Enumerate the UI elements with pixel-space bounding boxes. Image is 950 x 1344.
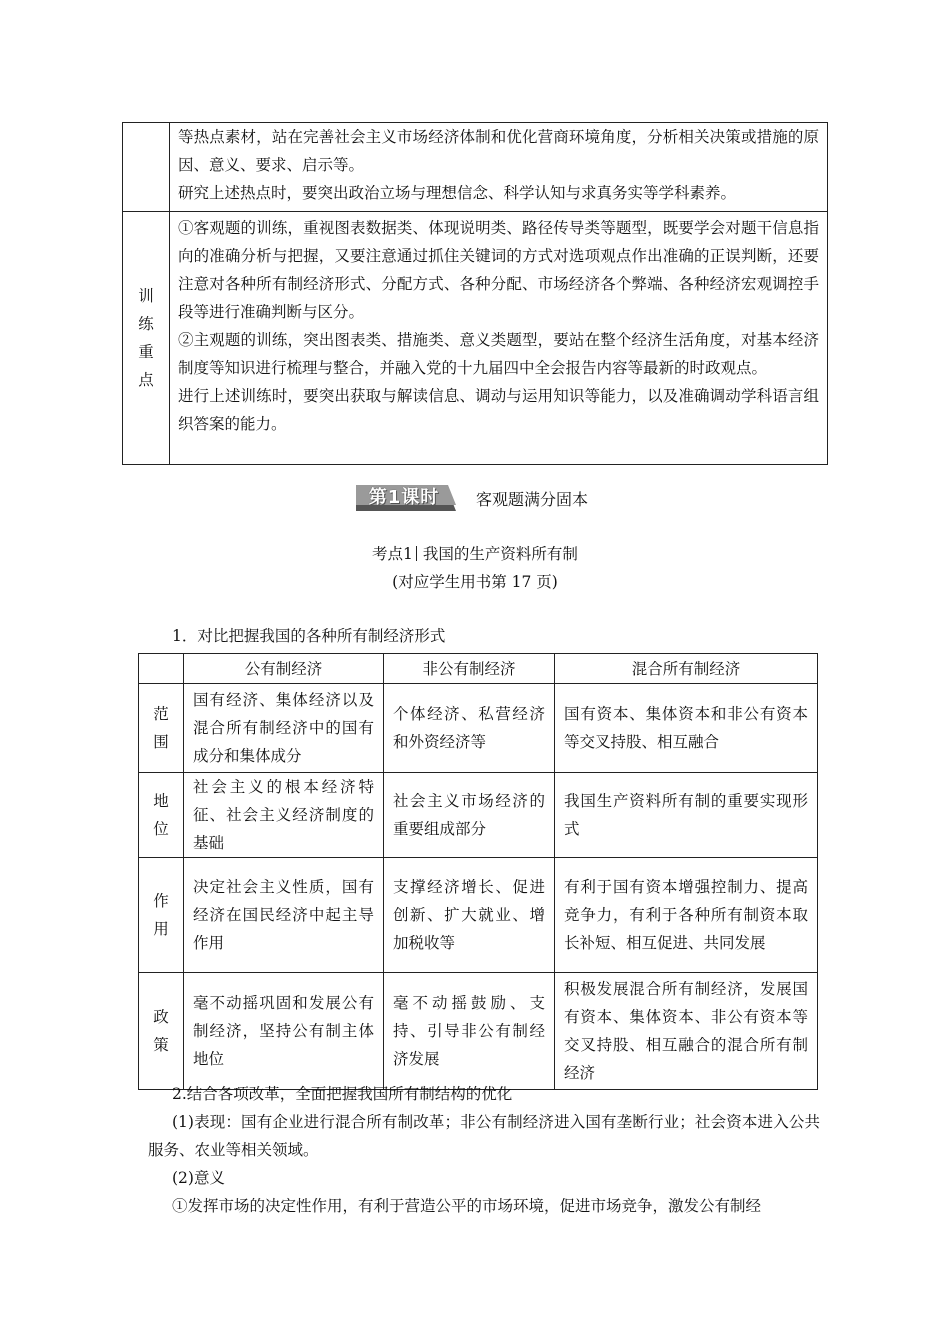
table-cell: 决定社会主义性质，国有经济在国民经济中起主导作用 [184, 858, 384, 973]
paragraph: (1)表现：国有企业进行混合所有制改革；非公有制经济进入国有垄断行业；社会资本进入公共服务、农业等相关领域。 [148, 1113, 820, 1159]
header-cell-public: 公有制经济 [184, 654, 384, 684]
section-1-title: 1．对比把握我国的各种所有制经济形式 [172, 627, 446, 645]
focus-table-row [123, 212, 828, 465]
header-cell-nonpublic: 非公有制经济 [384, 654, 555, 684]
row-label: 政策 [139, 973, 184, 1090]
table-cell: 国有资本、集体资本和非公有资本等交叉持股、相互融合 [555, 684, 818, 773]
row-header [123, 123, 170, 212]
table-header-row [139, 654, 818, 684]
row-content [170, 123, 828, 212]
ownership-table [138, 653, 818, 1090]
topic-title: 我国的生产资料所有制 [422, 545, 578, 563]
paragraph: ①客观题的训练，重视图表数据类、体现说明类、路径传导类等题型，既要学会对题干信息指向的准确分析与把握，又要注意通过抓住关键词的方式对选项观点作出准确的正误判断，还要注意对各种所有制经济形式、分配方式、各种分配、市场经济各个弊端、各种经济宏观调控手段等进行准确判断与区分。 [178, 219, 819, 321]
header-cell [139, 654, 184, 684]
table-row [139, 973, 818, 1090]
paragraph: 等热点素材，站在完善社会主义市场经济体制和优化营商环境角度，分析相关决策或措施的原因、意义、要求、启示等。 [178, 128, 819, 174]
table-cell: 社会主义的根本经济特征、社会主义经济制度的基础 [184, 773, 384, 858]
table-cell: 社会主义市场经济的重要组成部分 [384, 773, 555, 858]
focus-table-row [123, 123, 828, 212]
table-row [139, 684, 818, 773]
paragraph: 研究上述热点时，要突出政治立场与理想信念、科学认知与求真务实等学科素养。 [178, 184, 737, 202]
table-cell: 支撑经济增长、促进创新、扩大就业、增加税收等 [384, 858, 555, 973]
table-cell: 有利于国有资本增强控制力、提高竞争力，有利于各种所有制资本取长补短、相互促进、共同发展 [555, 858, 818, 973]
section-2-title: 2.结合各项改革，全面把握我国所有制结构的优化 [172, 1085, 513, 1103]
paragraph: ②主观题的训练，突出图表类、措施类、意义类题型，要站在整个经济生活角度，对基本经济制度等知识进行梳理与整合，并融入党的十九届四中全会报告内容等最新的时政观点。 [178, 331, 819, 377]
topic-heading [0, 542, 950, 564]
row-label: 范围 [139, 684, 184, 773]
lesson-subtitle: 客观题满分固本 [476, 489, 589, 509]
topic-label: 考点1 [372, 545, 413, 563]
table-cell: 毫不动摇巩固和发展公有制经济，坚持公有制主体地位 [184, 973, 384, 1090]
row-label: 作用 [139, 858, 184, 973]
lesson-badge [356, 485, 462, 511]
table-cell: 个体经济、私营经济和外资经济等 [384, 684, 555, 773]
row-label: 地位 [139, 773, 184, 858]
paragraph: 进行上述训练时，要突出获取与解读信息、调动与运用知识等能力，以及准确调动学科语言组织答案的能力。 [178, 387, 819, 433]
table-cell: 积极发展混合所有制经济，发展国有资本、集体资本、非公有资本等交叉持股、相互融合的混合所有制经济 [555, 973, 818, 1090]
table-cell: 我国生产资料所有制的重要实现形式 [555, 773, 818, 858]
table-cell: 国有经济、集体经济以及混合所有制经济中的国有成分和集体成分 [184, 684, 384, 773]
lesson-badge-text: 第1课时 [368, 487, 440, 508]
divider [416, 546, 417, 561]
row-content [170, 212, 828, 465]
table-cell: 毫不动摇鼓励、支持、引导非公有制经济发展 [384, 973, 555, 1090]
table-row [139, 773, 818, 858]
table-row [139, 858, 818, 973]
subsection-title: (2)意义 [172, 1169, 225, 1187]
row-header-training-focus: 训练重点 [123, 212, 170, 465]
book-reference: (对应学生用书第 17 页) [392, 573, 558, 591]
focus-table [122, 122, 828, 465]
header-cell-mixed: 混合所有制经济 [555, 654, 818, 684]
paragraph: ①发挥市场的决定性作用，有利于营造公平的市场环境，促进市场竞争，激发公有制经 [172, 1197, 762, 1215]
lesson-heading [356, 484, 588, 512]
